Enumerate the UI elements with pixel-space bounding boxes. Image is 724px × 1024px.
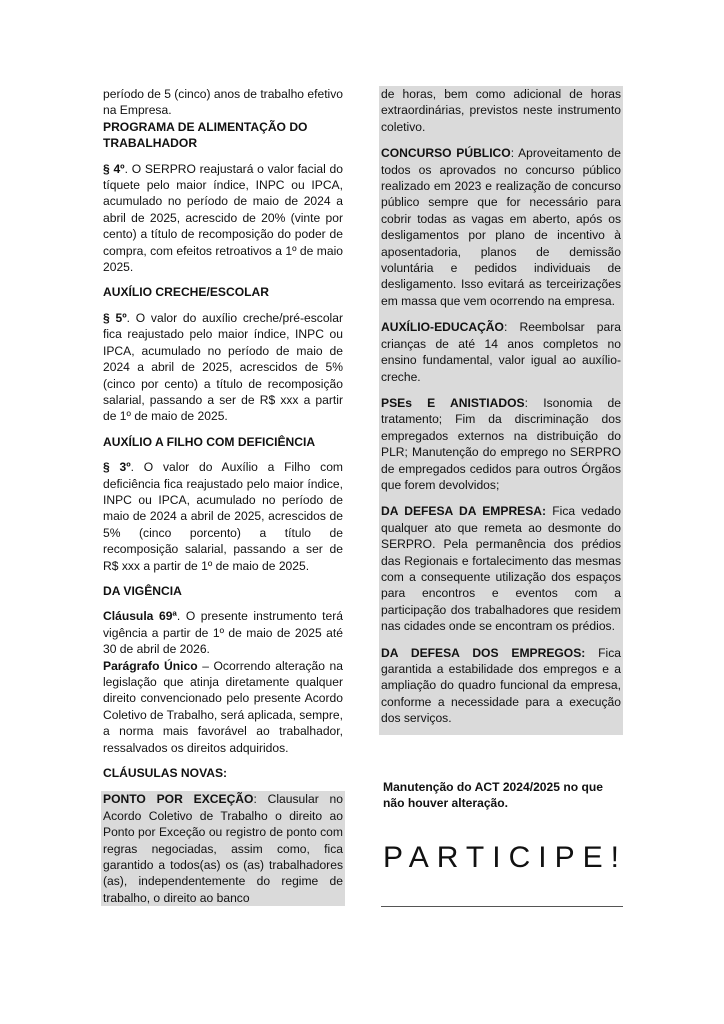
- pses-text: : Isonomia de tratamento; Fim da discriminação dos empregados externos na distribuição do PLR; Manutenção do emprego no SERPRO de empregados cedidos para outros Órgãos que forem devolvidos;: [381, 395, 621, 492]
- alimentacao-heading: PROGRAMA DE ALIMENTAÇÃO DO TRABALHADOR: [103, 119, 308, 151]
- paragrafo-unico-text: – Ocorrendo alteração na legislação que atinja diretamente qualquer direito convencionado pelo presente Acordo Coletivo de Trabalho, será aplicada, sempre, a norma mais favorável ao trabalhador, ressalvados os direitos adquiridos.: [103, 658, 343, 755]
- deficiencia-heading: AUXÍLIO A FILHO COM DEFICIÊNCIA: [103, 434, 316, 449]
- defesa-empregos-label: DA DEFESA DOS EMPREGOS:: [381, 645, 586, 660]
- creche-heading: AUXÍLIO CRECHE/ESCOLAR: [103, 285, 269, 300]
- paragrafo-unico: [103, 658, 343, 756]
- concurso-paragraph: [381, 145, 621, 309]
- participe-title: PARTICIPE!: [383, 841, 627, 874]
- deficiencia-text: . O valor do Auxílio a Filho com deficiência fica reajustado pelo maior índice, INPC ou IPCA, acumulado no período de maio de 2024 a abril de 2025, acrescidos de 5% (cinco porcento) a título de recomposição salarial, passando a ser de R$ xxx a partir de 1º de maio de 2025.: [103, 460, 343, 573]
- intro-text: período de 5 (cinco) anos de trabalho efetivo na Empresa.: [103, 87, 344, 118]
- vigencia-heading: DA VIGÊNCIA: [103, 583, 182, 598]
- deficiencia-label: § 3º: [103, 460, 131, 475]
- vigencia-label: Cláusula 69ª: [103, 609, 177, 624]
- ponto-excecao-text: : Clausular no Acordo Coletivo de Trabalho o direito ao Ponto por Exceção ou registro de ponto com regras negociadas, assim como, fica garantido a todos(as) os (as) trabalhadores (as), independentemente do regime de trabalho, o direito ao banco: [103, 792, 343, 905]
- right-column: [381, 86, 621, 735]
- alimentacao-text: . O SERPRO reajustará o valor facial do tíquete pelo maior índice, INPC ou IPCA, acumulado no período de maio de 2024 a abril de 2025, acrescido de 20% (vinte por cento) a título de recomposição do poder de compra, com efeitos retroativos a 1º de maio 2025.: [103, 161, 343, 275]
- clausulas-novas-heading: CLÁUSULAS NOVAS:: [103, 766, 228, 781]
- ponto-excecao-paragraph: [103, 791, 343, 906]
- defesa-empresa-label: DA DEFESA DA EMPRESA:: [381, 504, 547, 519]
- ponto-excecao-label: PONTO POR EXCEÇÃO: [103, 792, 254, 807]
- concurso-label: CONCURSO PÚBLICO: [381, 146, 511, 161]
- educacao-text: : Reembolsar para crianças de até 14 anos completos no ensino fundamental, valor igual ao auxílio-creche.: [381, 320, 621, 384]
- pses-label: PSEs E ANISTIADOS: [381, 395, 525, 410]
- creche-label: § 5º: [103, 310, 127, 325]
- clausulas-novas-shaded-block: [379, 86, 623, 735]
- concurso-text: : Aproveitamento de todos os aprovados no concurso público realizado em 2023 e realização de concurso público sempre que for necessário para cobrir todas as vagas em aberto, após os desligamentos por plano de incentivo à aposentadoria, planos de demissão voluntária e pedidos individuais de desligamento. Isso evitará as terceirizações em massa que vem ocorrendo na empresa.: [381, 146, 621, 308]
- ponto-excecao-continued: de horas, bem como adicional de horas extraordinárias, previstos neste instrumento coletivo.: [381, 87, 621, 134]
- deficiencia-paragraph: [103, 459, 343, 574]
- alimentacao-paragraph: [103, 161, 343, 276]
- defesa-empresa-paragraph: [381, 503, 621, 634]
- creche-paragraph: [103, 310, 343, 425]
- ponto-excecao-block: [101, 791, 345, 906]
- defesa-empresa-text: Fica vedado qualquer ato que remeta ao desmonte do SERPRO. Pela permanência dos prédios das Regionais e fortalecimento das mesmas com a consequente utilização dos espaços para encontros e eventos com a participação dos trabalhadores que residem nas cidades onde se encontram os prédios.: [381, 504, 621, 634]
- educacao-label: AUXÍLIO-EDUCAÇÃO: [381, 320, 504, 335]
- manutencao-act: Manutenção do ACT 2024/2025 no que não houver alteração.: [383, 780, 603, 811]
- pses-paragraph: [381, 395, 621, 493]
- divider-line: [381, 906, 623, 907]
- defesa-empregos-paragraph: [381, 645, 621, 727]
- defesa-empregos-text: Fica garantida a estabilidade dos empregos e a ampliação do quadro funcional da empresa, conforme a necessidade para a execução dos serviços.: [381, 645, 621, 726]
- vigencia-paragraph: [103, 608, 343, 657]
- creche-text: . O valor do auxílio creche/pré-escolar fica reajustado pelo maior índice, INPC ou IPCA, acumulado no período de maio de 2024 a abril de 2025, acrescidos de 5% (cinco por cento) a título de recomposição salarial, passando a ser de R$ xxx a partir de 1º de maio de 2025.: [103, 310, 344, 424]
- vigencia-text: . O presente instrumento terá vigência a partir de 1º de maio de 2025 até 30 de abril de 2026.: [103, 609, 344, 657]
- left-column: [103, 86, 343, 906]
- alimentacao-label: § 4º: [103, 161, 125, 176]
- educacao-paragraph: [381, 319, 621, 385]
- paragrafo-unico-label: Parágrafo Único: [103, 658, 198, 673]
